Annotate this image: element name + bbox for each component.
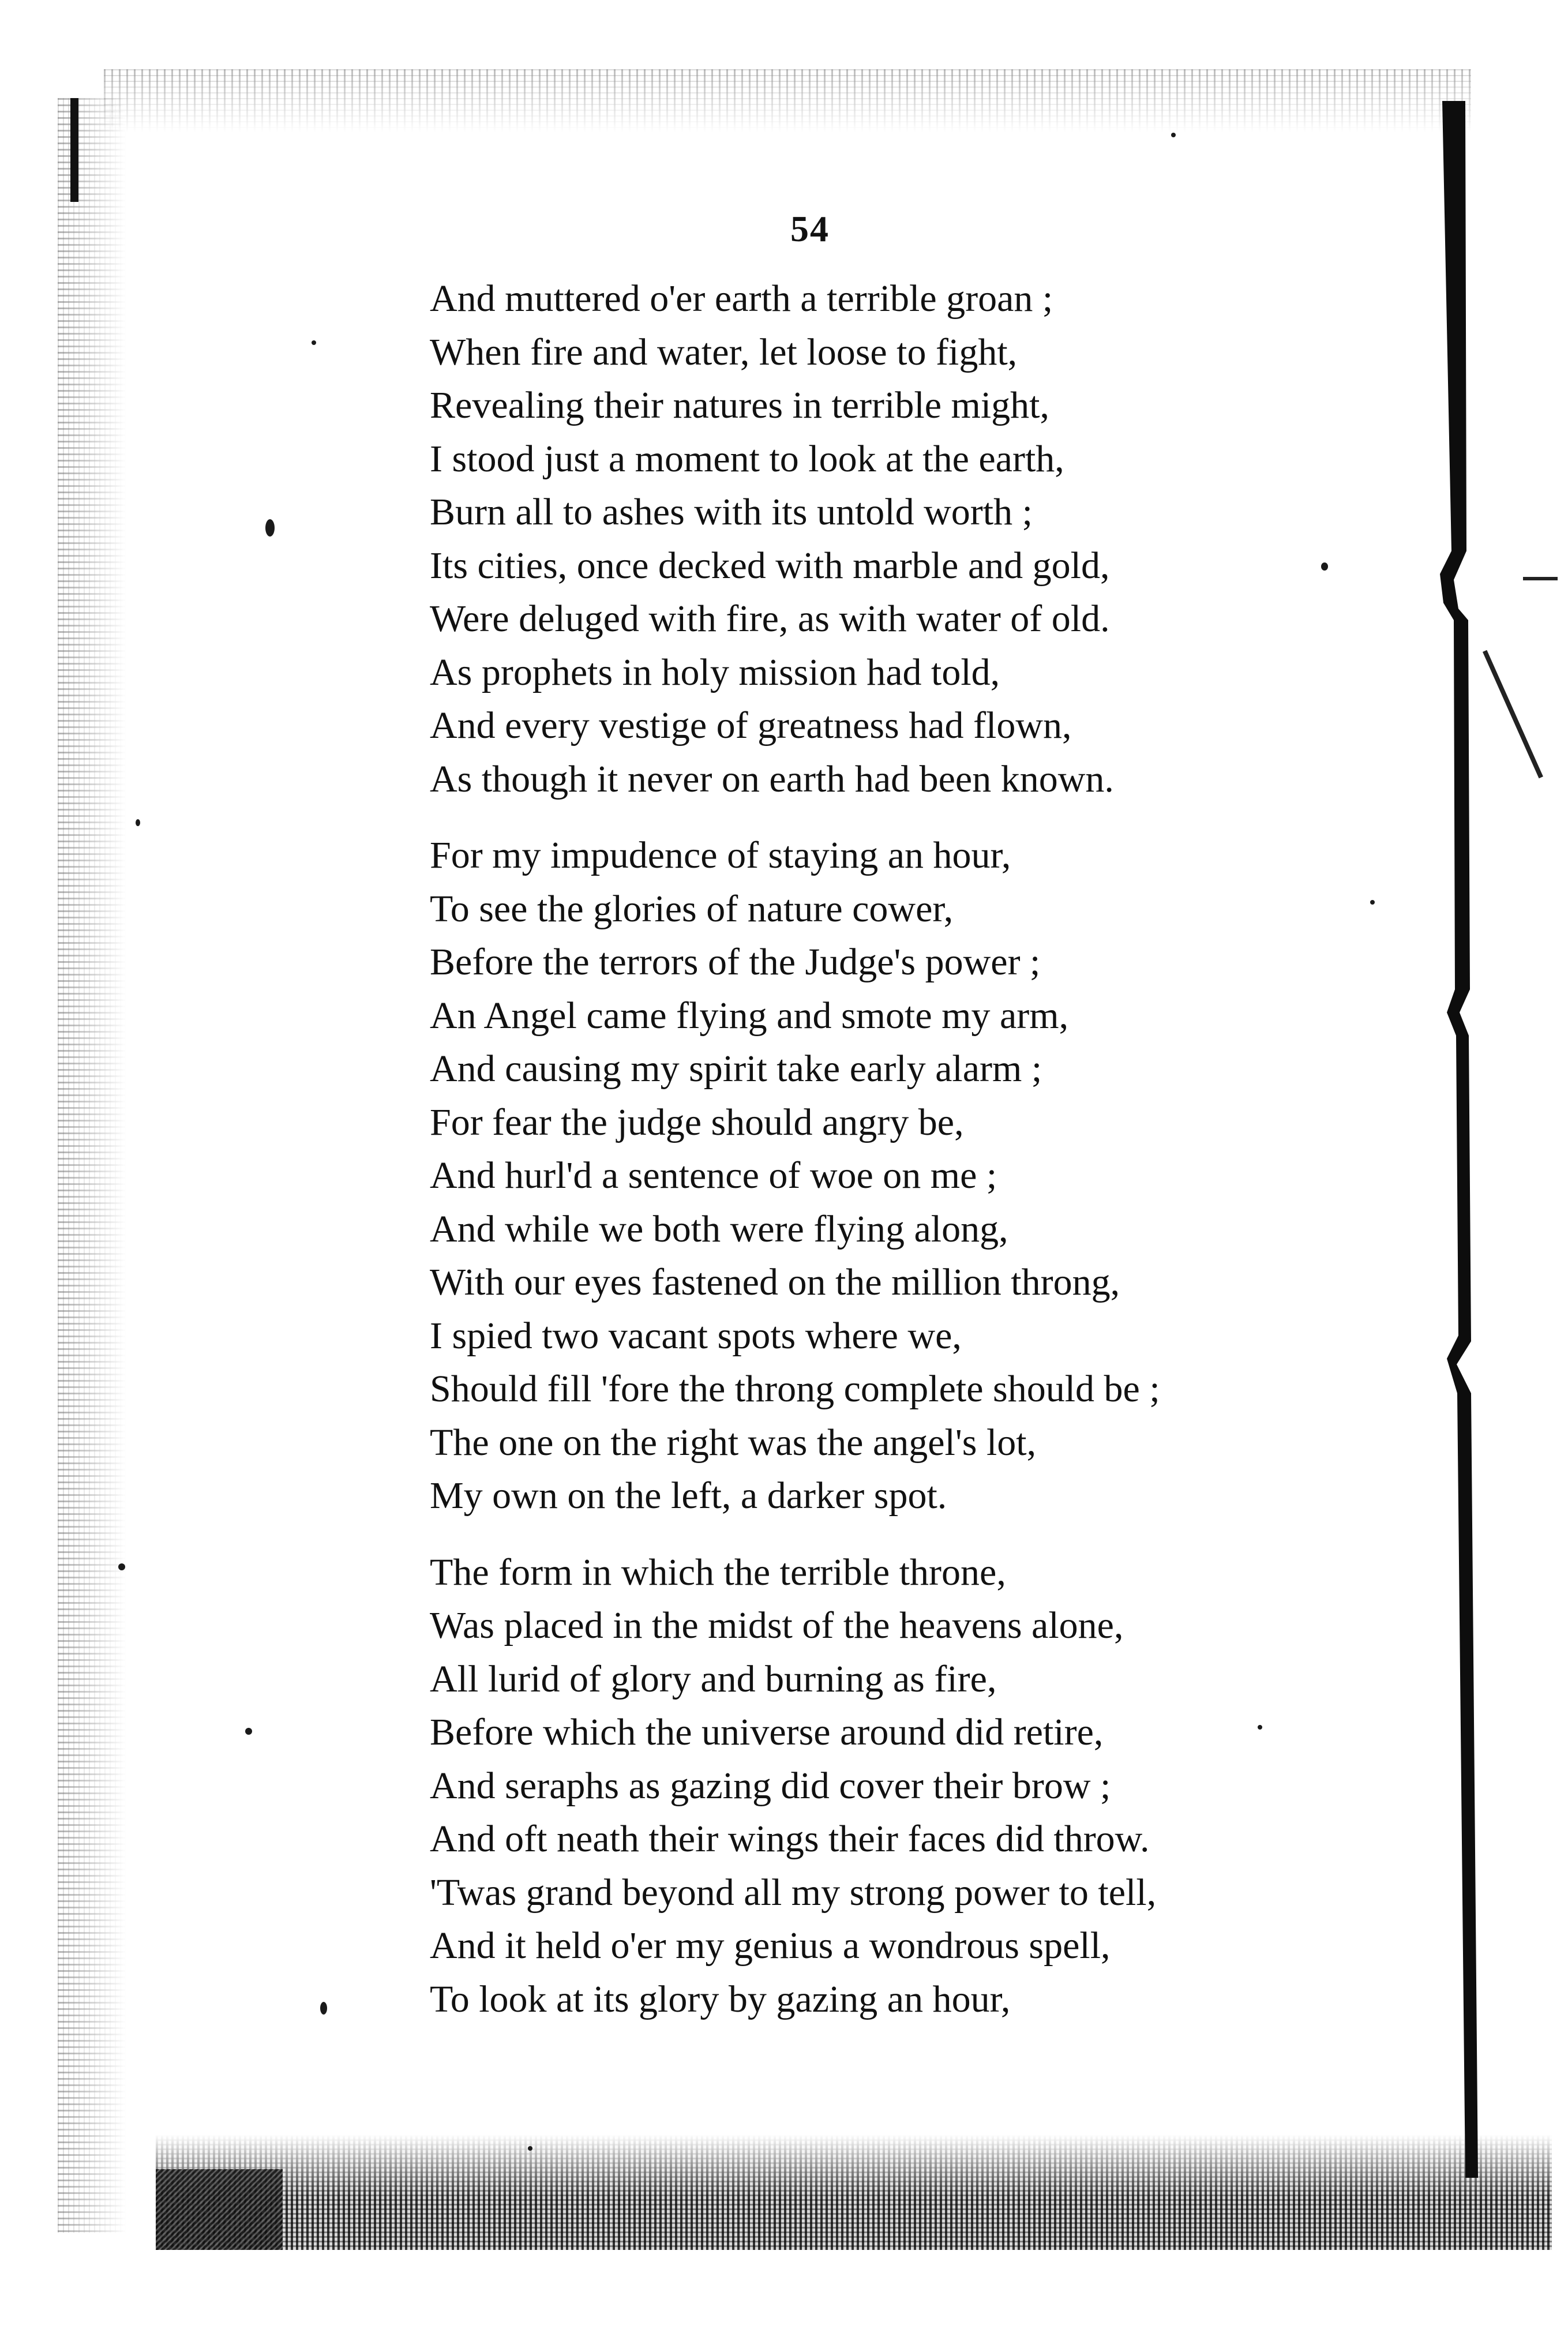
ink-speck [1171,133,1176,137]
poem-line: And seraphs as gazing did cover their brow ; [430,1764,1111,1807]
poem-line: And it held o'er my genius a wondrous spell, [430,1925,1111,1967]
poem-line: For fear the judge should angry be, [430,1101,964,1143]
scan-noise-left [58,98,127,2233]
poem-line: An Angel came flying and smote my arm, [430,994,1069,1037]
ink-speck [265,519,275,537]
poem-line: The form in which the terrible throne, [430,1551,1006,1593]
poem-line: Burn all to ashes with its untold worth ; [430,491,1033,533]
poem-line: As though it never on earth had been known. [430,757,1114,800]
poem-line: Its cities, once decked with marble and gold, [430,544,1110,587]
binding-shadow [1436,101,1488,2178]
poem-line: And oft neath their wings their faces did throw. [430,1818,1150,1860]
poem-line: 'Twas grand beyond all my strong power to tell, [430,1871,1157,1914]
scan-noise-corner [156,2169,283,2250]
scan-edge-mark [70,98,78,202]
poem-line: Should fill 'fore the throng complete should be ; [430,1368,1160,1410]
poem-line: Before which the universe around did retire, [430,1711,1104,1753]
poem-line: Before the terrors of the Judge's power ; [430,941,1041,983]
poem-line: As prophets in holy mission had told, [430,651,1000,693]
stanza [430,272,1411,806]
poem-line: With our eyes fastened on the million throng, [430,1261,1120,1303]
poem-line: Were deluged with fire, as with water of old. [430,598,1110,640]
poem-line: All lurid of glory and burning as fire, [430,1657,997,1700]
poem-line: And muttered o'er earth a terrible groan ; [430,277,1053,320]
poem-line: To look at its glory by gazing an hour, [430,1978,1011,2020]
ink-speck [118,1563,125,1570]
poem-line: My own on the left, a darker spot. [430,1475,947,1517]
poem-line: For my impudence of staying an hour, [430,834,1011,876]
scan-noise-bottom [156,2135,1552,2250]
margin-stroke [1483,650,1543,779]
poem-line: And causing my spirit take early alarm ; [430,1048,1042,1090]
ink-speck [245,1728,252,1735]
poem-line: Was placed in the midst of the heavens alone, [430,1604,1124,1646]
poem-line: And every vestige of greatness had flown, [430,704,1072,747]
page-number: 54 [790,208,830,249]
scan-noise-top [104,69,1471,133]
poem-line: And while we both were flying along, [430,1207,1008,1250]
poem-line: And hurl'd a sentence of woe on me ; [430,1154,997,1196]
poem-line: To see the glories of nature cower, [430,887,954,930]
poem-line: Revealing their natures in terrible might, [430,384,1050,426]
poem-line: I spied two vacant spots where we, [430,1314,962,1357]
stanza [430,829,1411,1523]
stanza [430,1546,1411,2027]
ink-speck [312,340,316,345]
margin-mark [1523,577,1558,580]
ink-speck [136,819,140,826]
poem-line: When fire and water, let loose to fight, [430,331,1018,373]
ink-speck [528,2146,532,2151]
ink-speck [320,2002,327,2015]
poem-text [430,272,1411,2026]
poem-line: I stood just a moment to look at the earth, [430,437,1064,480]
poem-line: The one on the right was the angel's lot, [430,1421,1037,1464]
